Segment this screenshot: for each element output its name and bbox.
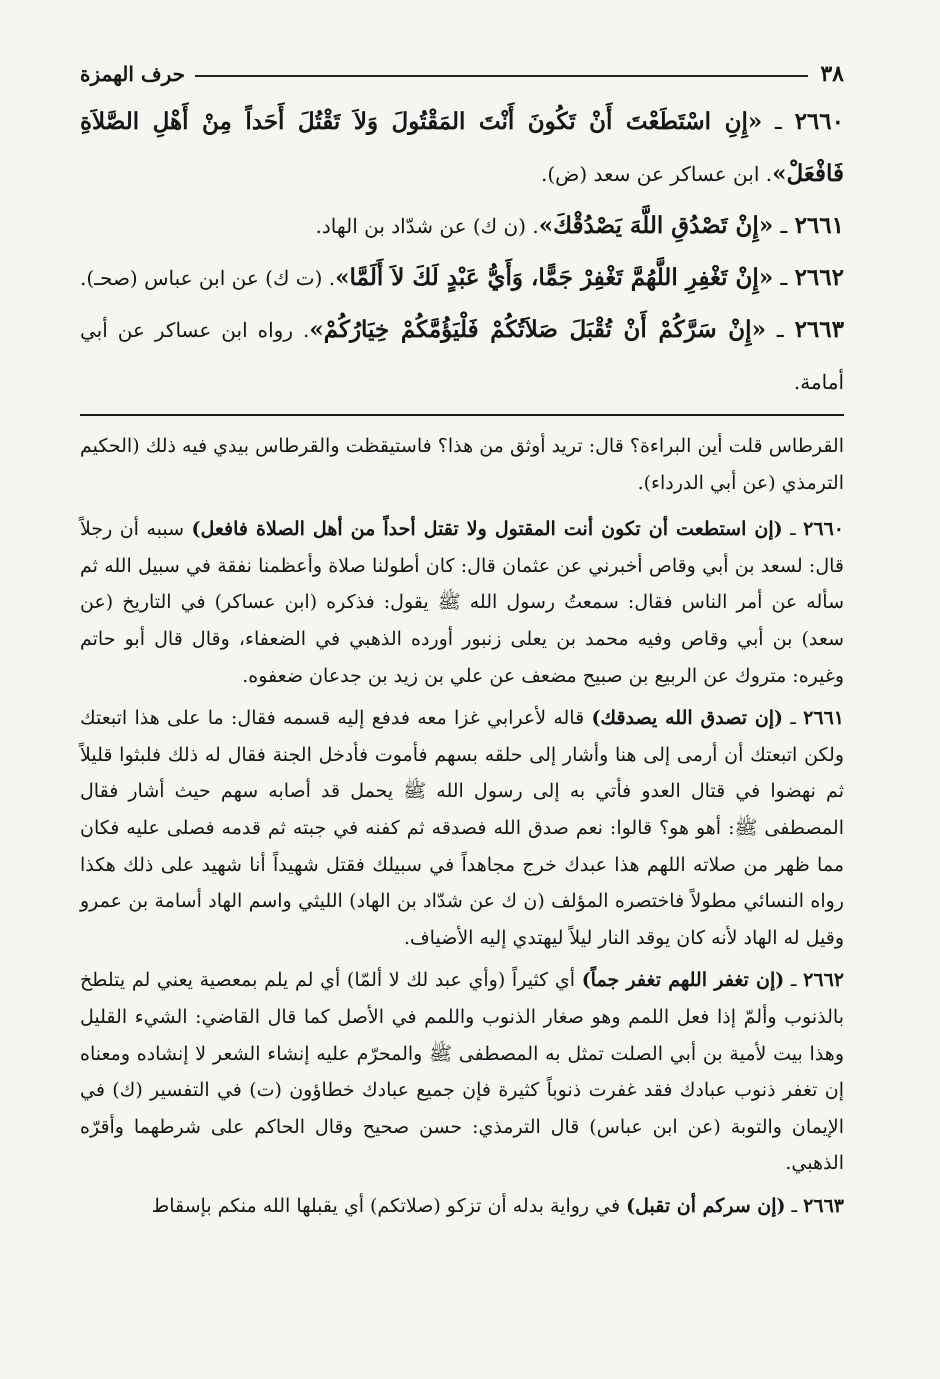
footnote-divider [80,414,844,416]
hadith-number: ٢٦٦٠ [794,108,844,135]
hadith-number: ٢٦٦٣ [794,316,844,343]
hadith-source: . ابن عساكر عن سعد (ض). [540,162,773,186]
commentary-body: سببه أن رجلاً قال: لسعد بن أبي وقاص أخبرني عن عثمان قال: كان أطولنا صلاة وأعظمنا نفقة في سبيل الله ثم سأله عن أمر الناس فقال: سمعتُ رسول الله ﷺ يقول: فذكره (ابن عساكر) في التاريخ (عن سعد) بن أبي وقاص وفيه محمد بن يعلى زنبور أورده الذهبي في الضعفاء، وقال قال أبو حاتم وغيره: متروك عن الربيع بن صبيح مضعف عن علي بن زيد بن جدعان ضعفوه. [80,518,844,687]
hadith-entry [80,252,844,304]
commentary-entry [80,700,844,956]
hadith-dash: ـ [773,265,795,291]
hadith-source: . (ن ك) عن شدّاد بن الهاد. [315,214,539,238]
hadith-text: «إِنِ اسْتَطَعْتَ أَنْ تَكُونَ أَنْتَ المَقْتُولَ وَلاَ تَقْتُلَ أَحَداً مِنْ أَهْلِ الصَّلاَةِ فَافْعَلْ» [80,108,844,187]
commentary-number: ٢٦٦١ [803,707,844,730]
commentary-dash: ـ [785,1194,804,1217]
hadith-entry [80,96,844,200]
commentary-body: في رواية بدله أن تزكو (صلاتكم) أي يقبلها الله منكم بإسقاط [151,1194,627,1217]
commentary-body: قاله لأعرابي غزا معه فدفع إليه قسمه فقال: ما على هذا اتبعتك ولكن اتبعتك أن أرمى إلى هنا وأشار إلى حلقه بسهم فأموت فأدخل الجنة فقال له ذلك فلبثوا قليلاً ثم نهضوا في قتال العدو فأتي به إلى رسول الله ﷺ يحمل قد أصابه سهم حيث أشار فقال المصطفى ﷺ: أهو هو؟ قالوا: نعم صدق الله فصدقه ثم كفنه في جبته ثم قدمه فصلى عليه فكان مما ظهر من صلاته اللهم هذا عبدك خرج مجاهداً في سبيلك فقتل شهيداً أنا شهيد على ذلك هكذا رواه النسائي مطولاً فاختصره المؤلف (ن ك عن شدّاد بن الهاد) الليثي واسم الهاد أسامة بن عمرو وقيل له الهاد لأنه كان يوقد النار ليلاً ليهتدي إليه الأضياف. [80,707,844,949]
commentary-number: ٢٦٦٢ [803,969,844,992]
hadith-section [80,96,844,408]
commentary-continuation: القرطاس قلت أين البراءة؟ قال: تريد أوثق من هذا؟ فاستيقظت والقرطاس بيدي فيه ذلك (الحكيم الترمذي (عن أبي الدرداء). [80,435,844,494]
commentary-lemma: (إن تغفر اللهم تغفر جماً) [581,969,785,992]
chapter-title: حرف الهمزة [80,62,186,86]
hadith-source: . (ت ك) عن ابن عباس (صحـ). [80,266,336,290]
commentary-lemma: (إن تصدق الله يصدقك) [591,707,784,730]
commentary-body: أي كثيراً (وأي عبد لك لا ألمّا) أي لم يلم بمعصية يعني لم يتلطخ بالذنوب وألمّ إذا فعل اللمم وهو صغار الذنوب واللمم في الأصل كما قال القاضي: الشيء القليل وهذا بيت لأمية بن أبي الصلت تمثل به المصطفى ﷺ والمحرّم عليه إنشاء الشعر لا إنشاده ومعناه إن تغفر ذنوب عبادك فقد غفرت ذنوباً كثيرة فإن جميع عبادك خطاؤون (ت) في التفسير (ك) في الإيمان والتوبة (عن ابن عباس) قال الترمذي: حسن صحيح وقال الحاكم على شرطهما وأقرّه الذهبي. [80,969,844,1175]
hadith-dash: ـ [765,317,795,343]
commentary-entry [80,962,844,1182]
hadith-dash: ـ [762,109,795,135]
header-rule [195,75,808,77]
hadith-entry [80,200,844,252]
hadith-text: «إِنْ تَغْفِرِ اللَّهُمَّ تَغْفِرْ جَمًّا، وَأَيُّ عَبْدٍ لَكَ لاَ أَلَمَّا» [335,264,774,291]
hadith-entry [80,304,844,408]
commentary-number: ٢٦٦٣ [803,1194,844,1217]
commentary-number: ٢٦٦٠ [803,518,844,541]
commentary-lemma: (إن سركم أن تقبل) [626,1194,786,1217]
commentary-dash: ـ [784,969,804,992]
page-number: ٣٨ [820,61,844,87]
hadith-source: . رواه ابن عساكر عن أبي أمامة. [80,318,844,394]
hadith-text: «إِنْ تَصْدُقِ اللَّهَ يَصْدُقْكَ» [538,212,774,239]
page-header [80,52,844,96]
commentary-lemma: (إن استطعت أن تكون أنت المقتول ولا تقتل أحداً من أهل الصلاة فافعل) [191,518,783,541]
hadith-text: «إِنْ سَرَّكُمْ أَنْ تُقْبَلَ صَلاَتُكُمْ فَلْيَؤُمَّكُمْ خِيَارُكُمْ» [309,316,766,343]
hadith-number: ٢٦٦١ [794,212,844,239]
commentary-dash: ـ [783,707,804,730]
commentary-section [80,428,844,1224]
hadith-dash: ـ [773,213,795,239]
commentary-dash: ـ [782,518,804,541]
hadith-number: ٢٦٦٢ [794,264,844,291]
commentary-entry [80,511,844,694]
commentary-entry [80,1188,844,1225]
